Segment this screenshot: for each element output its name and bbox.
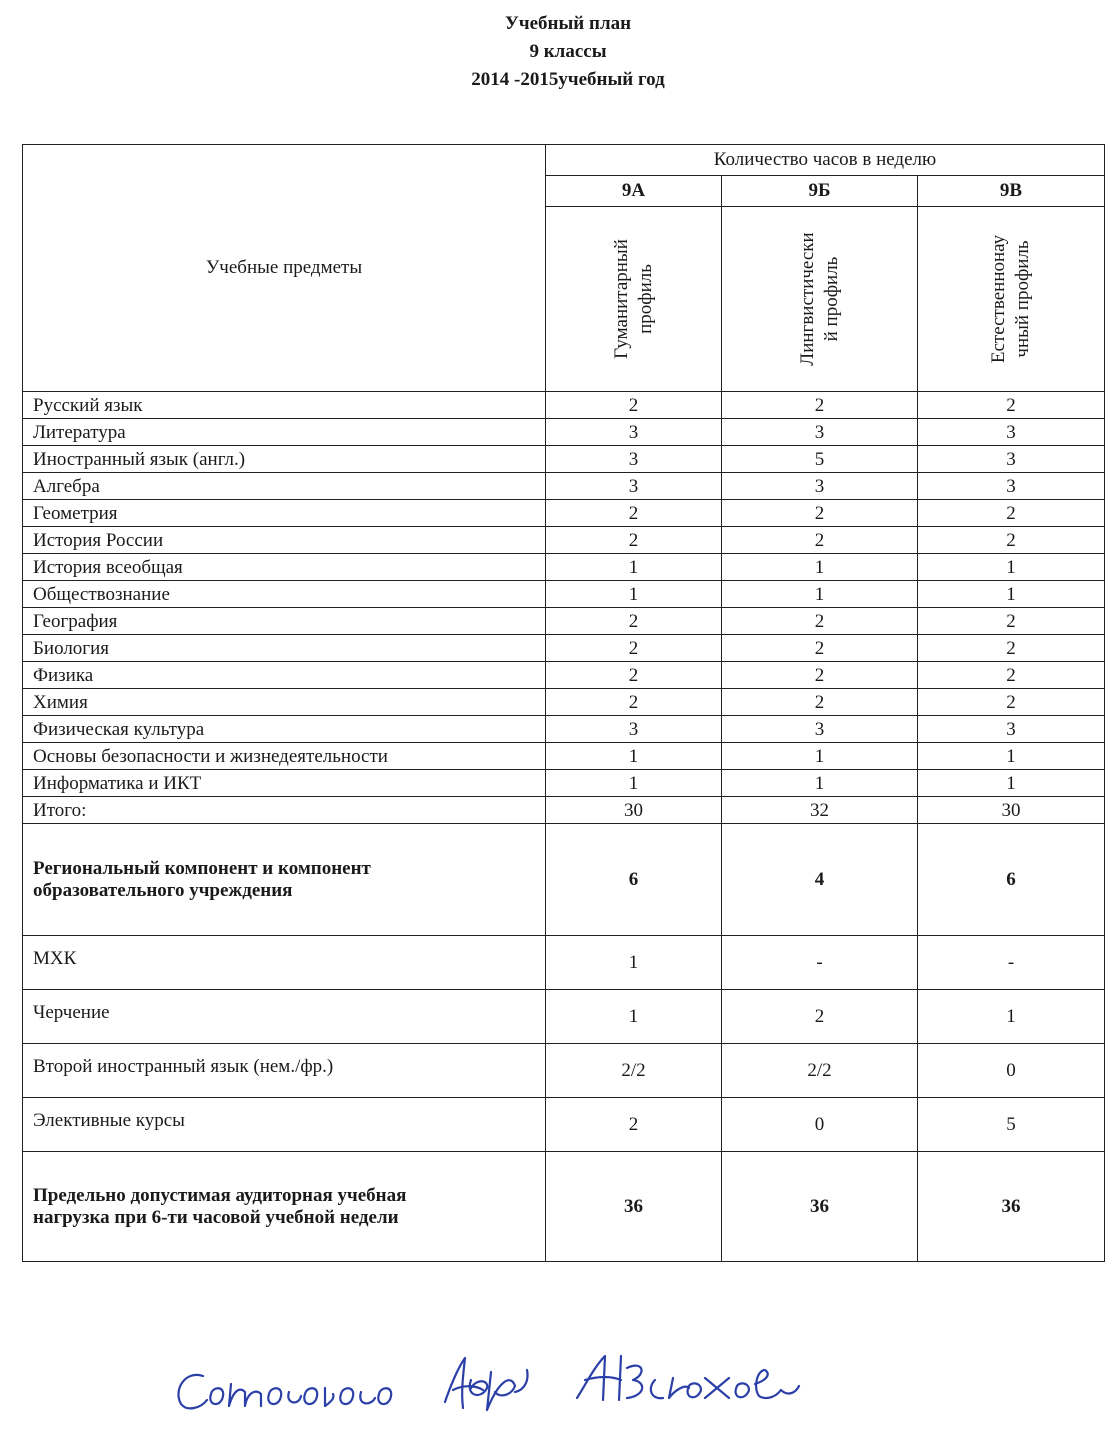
subject-subject: Геометрия: [23, 500, 546, 527]
subject-hours-9a: 2: [546, 608, 722, 635]
subject-hours-9a: 2: [546, 500, 722, 527]
subject-row: [23, 527, 1105, 554]
extra-row: [23, 1098, 1105, 1152]
subject-hours-9b: 2: [722, 662, 918, 689]
subject-subject: Основы безопасности и жизнедеятельности: [23, 743, 546, 770]
extra-subject: Элективные курсы: [23, 1098, 546, 1152]
subject-hours-9b: 2: [722, 635, 918, 662]
subject-subject: Иностранный язык (англ.): [23, 446, 546, 473]
subject-hours-9v: 1: [918, 743, 1105, 770]
extra-row: [23, 1044, 1105, 1098]
regional-9v: 6: [918, 824, 1105, 936]
subject-hours-9b: 3: [722, 473, 918, 500]
header-row-hours: [23, 145, 1105, 176]
subject-subject: Обществознание: [23, 581, 546, 608]
subject-hours-9a: 1: [546, 743, 722, 770]
signature-2: [445, 1358, 528, 1410]
profile-9b-line1: Лингвистически: [796, 232, 818, 366]
subject-hours-9b: 2: [722, 689, 918, 716]
subjects-header: Учебные предметы: [23, 145, 546, 392]
subject-hours-9v: 3: [918, 473, 1105, 500]
subject-row: [23, 635, 1105, 662]
extra-row: [23, 990, 1105, 1044]
subject-hours-9b: 3: [722, 419, 918, 446]
subject-hours-9b: 3: [722, 716, 918, 743]
subject-row: [23, 662, 1105, 689]
subject-row: [23, 716, 1105, 743]
subject-hours-9a: 3: [546, 473, 722, 500]
profile-9b: [722, 207, 918, 392]
subject-row: [23, 419, 1105, 446]
signature-1: [178, 1375, 391, 1408]
subject-subject: История России: [23, 527, 546, 554]
subject-hours-9a: 30: [546, 797, 722, 824]
subject-row: [23, 392, 1105, 419]
subject-hours-9a: 2: [546, 527, 722, 554]
regional-component-label: [23, 824, 546, 936]
subject-hours-9v: 2: [918, 608, 1105, 635]
subject-subject: География: [23, 608, 546, 635]
curriculum-table: [22, 144, 1105, 1262]
subject-hours-9v: 2: [918, 500, 1105, 527]
profile-9a-line1: Гуманитарный: [610, 239, 632, 359]
subject-hours-9a: 2: [546, 662, 722, 689]
subject-hours-9v: 2: [918, 635, 1105, 662]
subject-subject: Информатика и ИКТ: [23, 770, 546, 797]
max-load-9a: 36: [546, 1152, 722, 1262]
extra-hours-9b: 0: [722, 1098, 918, 1152]
subject-hours-9v: 2: [918, 689, 1105, 716]
max-load-label: [23, 1152, 546, 1262]
subject-hours-9b: 2: [722, 527, 918, 554]
extra-hours-9v: -: [918, 936, 1105, 990]
extra-hours-9a: 2: [546, 1098, 722, 1152]
subject-subject: Физика: [23, 662, 546, 689]
extra-subject: Второй иностранный язык (нем./фр.): [23, 1044, 546, 1098]
subject-hours-9b: 2: [722, 392, 918, 419]
extra-hours-9v: 0: [918, 1044, 1105, 1098]
subject-hours-9v: 1: [918, 554, 1105, 581]
extra-hours-9b: 2/2: [722, 1044, 918, 1098]
subject-hours-9a: 1: [546, 770, 722, 797]
subject-subject: Биология: [23, 635, 546, 662]
subject-hours-9v: 3: [918, 446, 1105, 473]
subject-row: [23, 581, 1105, 608]
extra-subject: Черчение: [23, 990, 546, 1044]
subject-subject: Итого:: [23, 797, 546, 824]
profile-9v-line2: чный профиль: [1012, 240, 1033, 358]
subject-subject: Литература: [23, 419, 546, 446]
subject-row: [23, 608, 1105, 635]
subject-row: [23, 689, 1105, 716]
extra-hours-9v: 1: [918, 990, 1105, 1044]
subject-hours-9a: 1: [546, 581, 722, 608]
profile-9a-line2: профиль: [634, 264, 656, 334]
max-load-9v: 36: [918, 1152, 1105, 1262]
subject-subject: Химия: [23, 689, 546, 716]
subject-subject: Русский язык: [23, 392, 546, 419]
signature-3: [577, 1356, 799, 1400]
subject-subject: Алгебра: [23, 473, 546, 500]
subject-hours-9v: 2: [918, 392, 1105, 419]
subject-hours-9a: 2: [546, 689, 722, 716]
subject-hours-9b: 2: [722, 608, 918, 635]
regional-component-row: [23, 824, 1105, 936]
subject-row: [23, 797, 1105, 824]
regional-line1: Региональный компонент и компонент: [33, 857, 371, 879]
subject-hours-9a: 2: [546, 635, 722, 662]
subject-hours-9v: 3: [918, 716, 1105, 743]
class-9a-header: 9А: [546, 176, 722, 207]
extra-hours-9a: 2/2: [546, 1044, 722, 1098]
max-load-9b: 36: [722, 1152, 918, 1262]
subject-row: [23, 473, 1105, 500]
subject-hours-9v: 1: [918, 770, 1105, 797]
extra-hours-9b: 2: [722, 990, 918, 1044]
subject-hours-9b: 1: [722, 770, 918, 797]
signatures: [165, 1340, 805, 1420]
profile-9v-line1: Естественнонау: [988, 234, 1009, 364]
document-title: Учебный план: [504, 13, 632, 34]
regional-9a: 6: [546, 824, 722, 936]
subject-hours-9a: 1: [546, 554, 722, 581]
regional-line2: образовательного учреждения: [33, 879, 293, 901]
subject-row: [23, 500, 1105, 527]
extra-hours-9v: 5: [918, 1098, 1105, 1152]
subject-hours-9b: 1: [722, 554, 918, 581]
subject-hours-9b: 32: [722, 797, 918, 824]
document-subtitle: 9 классы: [529, 41, 607, 62]
subject-hours-9a: 3: [546, 419, 722, 446]
max-load-line2: нагрузка при 6-ти часовой учебной недели: [33, 1206, 399, 1228]
subject-subject: Физическая культура: [23, 716, 546, 743]
max-load-line1: Предельно допустимая аудиторная учебная: [33, 1184, 407, 1206]
profile-9v: [918, 207, 1105, 392]
max-load-row: [23, 1152, 1105, 1262]
subject-hours-9b: 5: [722, 446, 918, 473]
subject-hours-9b: 2: [722, 500, 918, 527]
subject-hours-9v: 2: [918, 662, 1105, 689]
extra-subject: МХК: [23, 936, 546, 990]
extra-hours-9a: 1: [546, 990, 722, 1044]
document-header: [0, 10, 1120, 94]
subject-hours-9b: 1: [722, 743, 918, 770]
extra-row: [23, 936, 1105, 990]
subject-hours-9a: 3: [546, 716, 722, 743]
profile-9b-line2: й профиль: [820, 256, 842, 342]
subject-hours-9b: 1: [722, 581, 918, 608]
extra-hours-9a: 1: [546, 936, 722, 990]
profile-9a: [546, 207, 722, 392]
subject-hours-9v: 3: [918, 419, 1105, 446]
hours-header: Количество часов в неделю: [546, 145, 1105, 176]
document-year: 2014 -2015учебный год: [471, 69, 665, 90]
subject-row: [23, 743, 1105, 770]
subject-hours-9v: 2: [918, 527, 1105, 554]
extra-hours-9b: -: [722, 936, 918, 990]
subject-hours-9v: 1: [918, 581, 1105, 608]
class-9v-header: 9В: [918, 176, 1105, 207]
subject-hours-9a: 2: [546, 392, 722, 419]
subject-hours-9v: 30: [918, 797, 1105, 824]
subject-subject: История всеобщая: [23, 554, 546, 581]
subject-row: [23, 446, 1105, 473]
subject-hours-9a: 3: [546, 446, 722, 473]
class-9b-header: 9Б: [722, 176, 918, 207]
subject-row: [23, 554, 1105, 581]
subject-row: [23, 770, 1105, 797]
regional-9b: 4: [722, 824, 918, 936]
